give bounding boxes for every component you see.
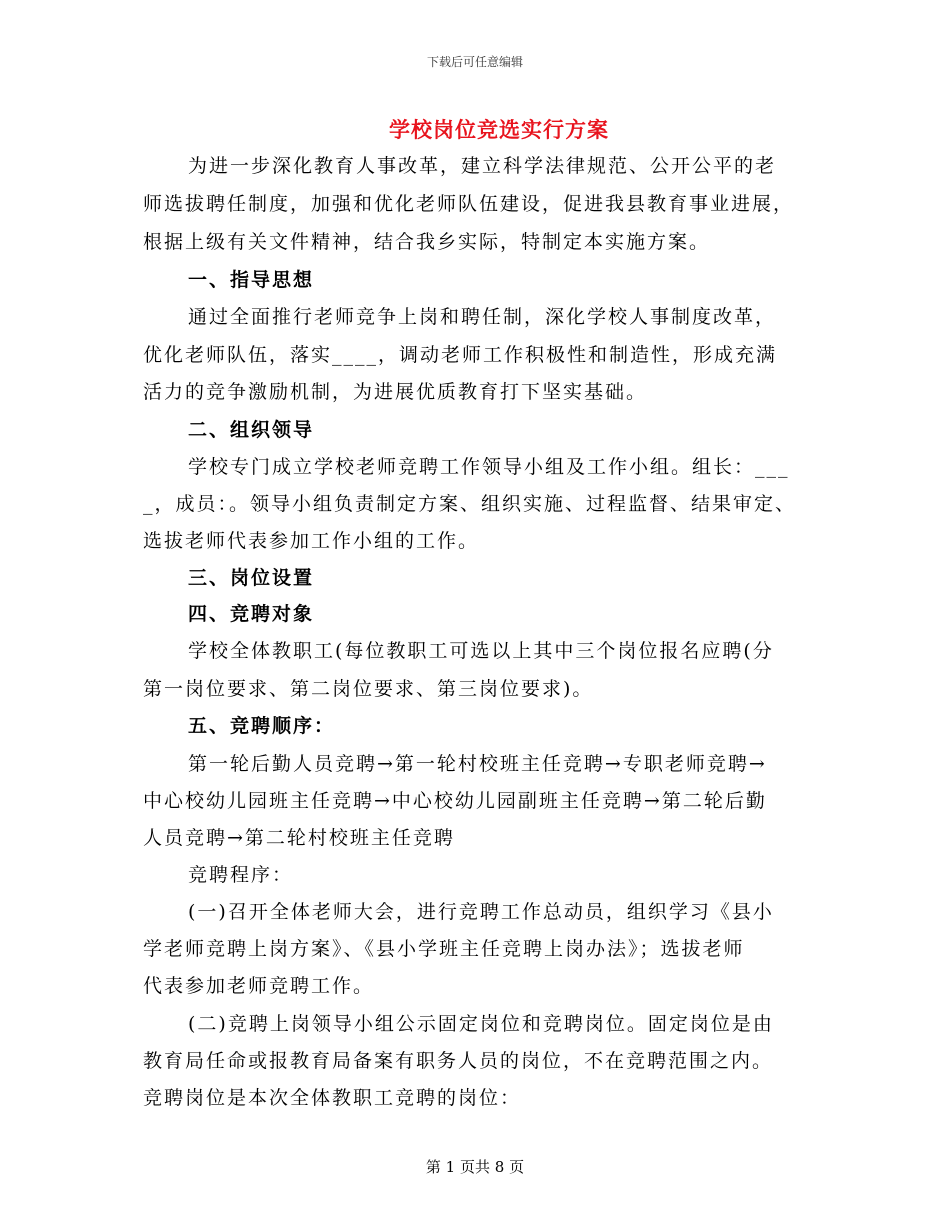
body-line: 第一岗位要求、第二岗位要求、第三岗位要求)。 xyxy=(143,678,594,700)
body-line: (一)召开全体老师大会，进行竞聘工作总动员，组织学习《县小 xyxy=(188,901,774,923)
body-line: 根据上级有关文件精神，结合我乡实际，特制定本实施方案。 xyxy=(143,231,711,253)
body-line: 学校专门成立学校老师竞聘工作领导小组及工作小组。组长：___ xyxy=(188,456,790,478)
body-line: 代表参加老师竞聘工作。 xyxy=(143,975,375,997)
section-heading: 一、指导思想 xyxy=(188,269,315,291)
body-line: 优化老师队伍，落实____，调动老师工作积极性和制造性，形成充满 xyxy=(143,344,778,366)
body-line: 竞聘程序： xyxy=(188,864,294,886)
page-number: 第 1 页共 8 页 xyxy=(425,1158,525,1176)
body-line: _，成员：。领导小组负责制定方案、组织实施、过程监督、结果审定、 xyxy=(143,493,797,515)
body-line: 为进一步深化教育人事改革，建立科学法律规范、公开公平的老 xyxy=(188,155,777,177)
body-line: 选拔老师代表参加工作小组的工作。 xyxy=(143,530,480,552)
body-line: 活力的竞争激励机制，为进展优质教育打下坚实基础。 xyxy=(143,381,648,403)
section-heading: 四、竞聘对象 xyxy=(188,603,315,625)
section-heading: 三、岗位设置 xyxy=(188,567,315,589)
body-line: 学校全体教职工(每位教职工可选以上其中三个岗位报名应聘(分 xyxy=(188,640,774,662)
document-title: 学校岗位竞选实行方案 xyxy=(389,117,609,142)
body-line: 中心校幼儿园班主任竞聘→中心校幼儿园副班主任竞聘→第二轮后勤 xyxy=(143,790,767,812)
body-line: 第一轮后勤人员竞聘→第一轮村校班主任竞聘→专职老师竞聘→ xyxy=(188,753,767,775)
body-line: 学老师竞聘上岗方案》、《县小学班主任竞聘上岗办法》；选拔老师 xyxy=(143,938,745,960)
section-heading: 五、竞聘顺序： xyxy=(188,715,336,737)
body-line: 竞聘岗位是本次全体教职工竞聘的岗位： xyxy=(143,1087,522,1109)
body-line: 师选拔聘任制度，加强和优化老师队伍建设，促进我县教育事业进展， xyxy=(143,193,795,215)
section-heading: 二、组织领导 xyxy=(188,419,315,441)
body-line: 教育局任命或报教育局备案有职务人员的岗位，不在竞聘范围之内。 xyxy=(143,1050,774,1072)
body-line: 人员竞聘→第二轮村校班主任竞聘 xyxy=(143,827,455,849)
body-line: (二)竞聘上岗领导小组公示固定岗位和竞聘岗位。固定岗位是由 xyxy=(188,1013,774,1035)
body-line: 通过全面推行老师竞争上岗和聘任制，深化学校人事制度改革， xyxy=(188,306,777,328)
header-note: 下载后可任意编辑 xyxy=(426,55,523,69)
